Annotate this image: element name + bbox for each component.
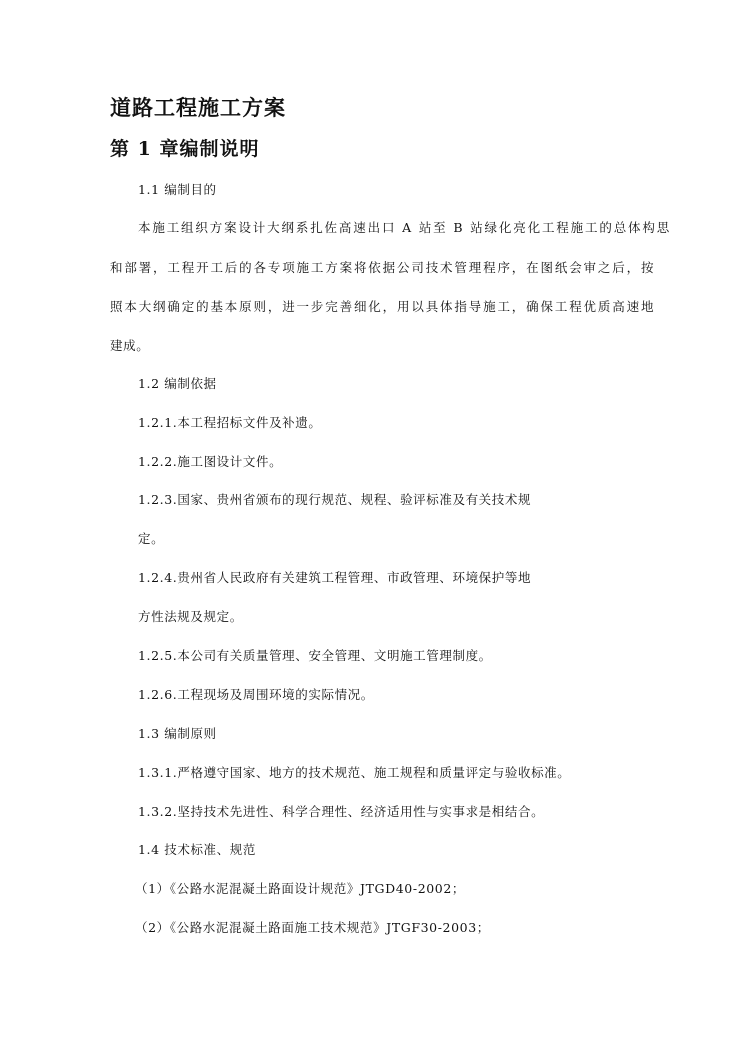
list-item: 1.2.3.国家、贵州省颁布的现行规范、规程、验评标准及有关技术规 <box>138 492 532 507</box>
list-item: 1.2.2.施工图设计文件。 <box>138 454 283 469</box>
list-item: 1.2.1.本工程招标文件及补遗。 <box>138 415 322 430</box>
document-title: 道路工程施工方案 <box>110 95 286 120</box>
section-heading-1-2: 1.2 编制依据 <box>138 376 217 391</box>
paragraph-line: 本施工组织方案设计大纲系扎佐高速出口 A 站至 B 站绿化亮化工程施工的总体构思 <box>138 220 672 235</box>
section-heading-1-4: 1.4 技术标准、规范 <box>138 842 256 857</box>
list-item: 1.3.2.坚持技术先进性、科学合理性、经济适用性与实事求是相结合。 <box>138 804 545 819</box>
paragraph-line: 照本大纲确定的基本原则，进一步完善细化，用以具体指导施工，确保工程优质高速地 <box>110 299 656 314</box>
paragraph-line: 建成。 <box>110 338 150 353</box>
list-item-continuation: 定。 <box>138 531 165 546</box>
list-item: 1.2.6.工程现场及周围环境的实际情况。 <box>138 687 374 702</box>
list-item: 1.2.5.本公司有关质量管理、安全管理、文明施工管理制度。 <box>138 648 492 663</box>
section-heading-1-3: 1.3 编制原则 <box>138 726 217 741</box>
list-item: （1）《公路水泥混凝土路面设计规范》JTGD40-2002； <box>135 881 466 896</box>
list-item: 1.2.4.贵州省人民政府有关建筑工程管理、市政管理、环境保护等地 <box>138 570 532 585</box>
chapter-heading: 第 1 章编制说明 <box>110 138 260 160</box>
list-item-continuation: 方性法规及规定。 <box>138 609 243 624</box>
list-item: 1.3.1.严格遵守国家、地方的技术规范、施工规程和质量评定与验收标准。 <box>138 765 571 780</box>
paragraph-line: 和部署，工程开工后的各专项施工方案将依据公司技术管理程序，在图纸会审之后，按 <box>110 260 656 275</box>
section-heading-1-1: 1.1 编制目的 <box>138 182 217 197</box>
list-item: （2）《公路水泥混凝土路面施工技术规范》JTGF30-2003； <box>135 920 490 935</box>
